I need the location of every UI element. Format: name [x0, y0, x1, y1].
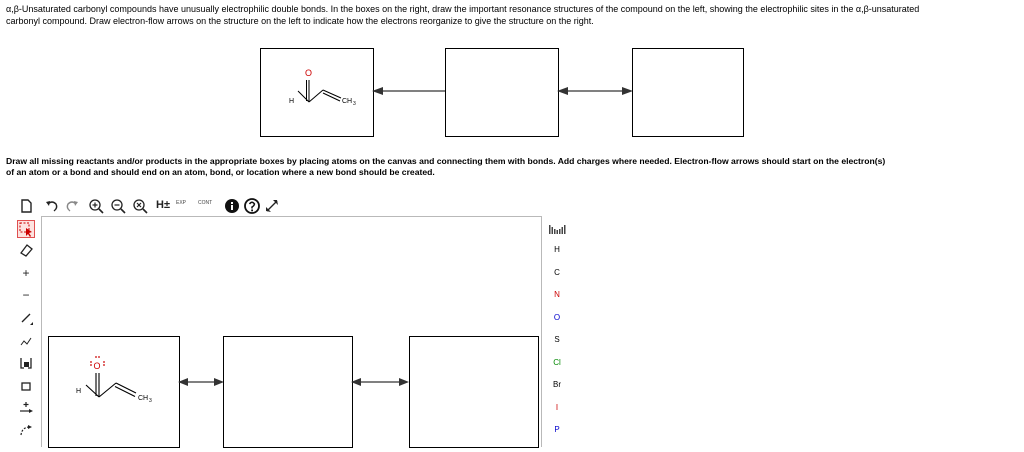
help-icon[interactable]: [244, 198, 260, 214]
hydrogen-toggle-icon[interactable]: H±: [156, 199, 170, 211]
methyl-label: CH: [342, 98, 353, 105]
reference-box-2: [445, 48, 559, 137]
info-icon[interactable]: [224, 198, 240, 214]
element-cl-button[interactable]: Cl: [553, 358, 561, 367]
eraser-icon[interactable]: [18, 242, 34, 258]
canvas-box-2[interactable]: [223, 336, 353, 448]
element-br-button[interactable]: Br: [553, 380, 561, 389]
question-line-1: α,β-Unsaturated carbonyl compounds have unusually electrophilic double bonds. In the boxes on the right, draw the important resonance structures of the compound on the left, showing the electrophilic sites in the α,β-unsaturated: [6, 4, 920, 14]
canvas-methyl-label: CH: [138, 395, 149, 402]
resonance-arrow-2: [557, 84, 633, 98]
reference-box-3: [632, 48, 744, 137]
contract-icon[interactable]: [198, 200, 218, 206]
template-icon[interactable]: [18, 355, 34, 371]
select-icon[interactable]: [17, 220, 35, 238]
undo-icon[interactable]: [44, 198, 60, 214]
periodic-table-icon[interactable]: [548, 222, 566, 236]
question-text: [6, 4, 1020, 27]
element-o-button[interactable]: O: [553, 313, 561, 322]
reference-box-1: [260, 48, 374, 137]
element-i-button[interactable]: I: [555, 403, 559, 412]
fullscreen-icon[interactable]: [264, 198, 280, 214]
oxygen-label: O: [305, 68, 313, 78]
chain-icon[interactable]: [18, 333, 34, 349]
zoom-in-icon[interactable]: [88, 198, 104, 214]
instructions-line-1: Draw all missing reactants and/or products in the appropriate boxes by placing atoms on the canvas and connecting them with bonds. Add charges where needed. Electron-flow arrows should start on the electron(s): [6, 156, 886, 166]
hydrogen-label: H: [289, 98, 295, 105]
ring-icon[interactable]: [18, 378, 34, 394]
canvas-arrow-1[interactable]: [178, 376, 224, 388]
electron-arrow-icon[interactable]: [18, 400, 34, 416]
canvas-box-3[interactable]: [409, 336, 539, 448]
canvas-molecule: [49, 337, 179, 447]
methyl-subscript: 3: [353, 101, 356, 107]
plus-charge-icon[interactable]: +: [22, 266, 30, 280]
zoom-out-icon[interactable]: [110, 198, 126, 214]
reference-molecule: [261, 49, 373, 136]
expand-icon[interactable]: [176, 200, 194, 206]
zoom-reset-icon[interactable]: [132, 198, 148, 214]
element-h-button[interactable]: H: [554, 245, 560, 254]
canvas-methyl-subscript: 3: [149, 398, 152, 404]
contract-label: CONT: [198, 200, 213, 206]
redo-icon[interactable]: [64, 198, 80, 214]
element-s-button[interactable]: S: [554, 335, 560, 344]
expand-label: EXP: [176, 200, 187, 206]
element-p-button[interactable]: P: [554, 425, 560, 434]
canvas-box-1[interactable]: [48, 336, 180, 448]
single-bond-icon[interactable]: [18, 310, 34, 326]
canvas-arrow-2[interactable]: [351, 376, 409, 388]
curved-arrow-icon[interactable]: [18, 422, 34, 438]
canvas-hydrogen-label: H: [76, 388, 82, 395]
drawing-canvas[interactable]: [41, 216, 542, 447]
element-c-button[interactable]: C: [554, 268, 560, 277]
element-n-button[interactable]: N: [554, 290, 560, 299]
instructions: [6, 156, 1020, 178]
minus-charge-icon[interactable]: −: [22, 288, 30, 302]
instructions-line-2: of an atom or a bond and should end on an atom, bond, or location where a new bond should be created.: [6, 167, 435, 178]
question-line-2: carbonyl compound. Draw electron-flow arrows on the structure on the left to indicate how the electrons reorganize to give the structure on the right.: [6, 15, 594, 26]
new-document-icon[interactable]: [18, 198, 34, 214]
canvas-oxygen-label: O: [93, 361, 101, 371]
